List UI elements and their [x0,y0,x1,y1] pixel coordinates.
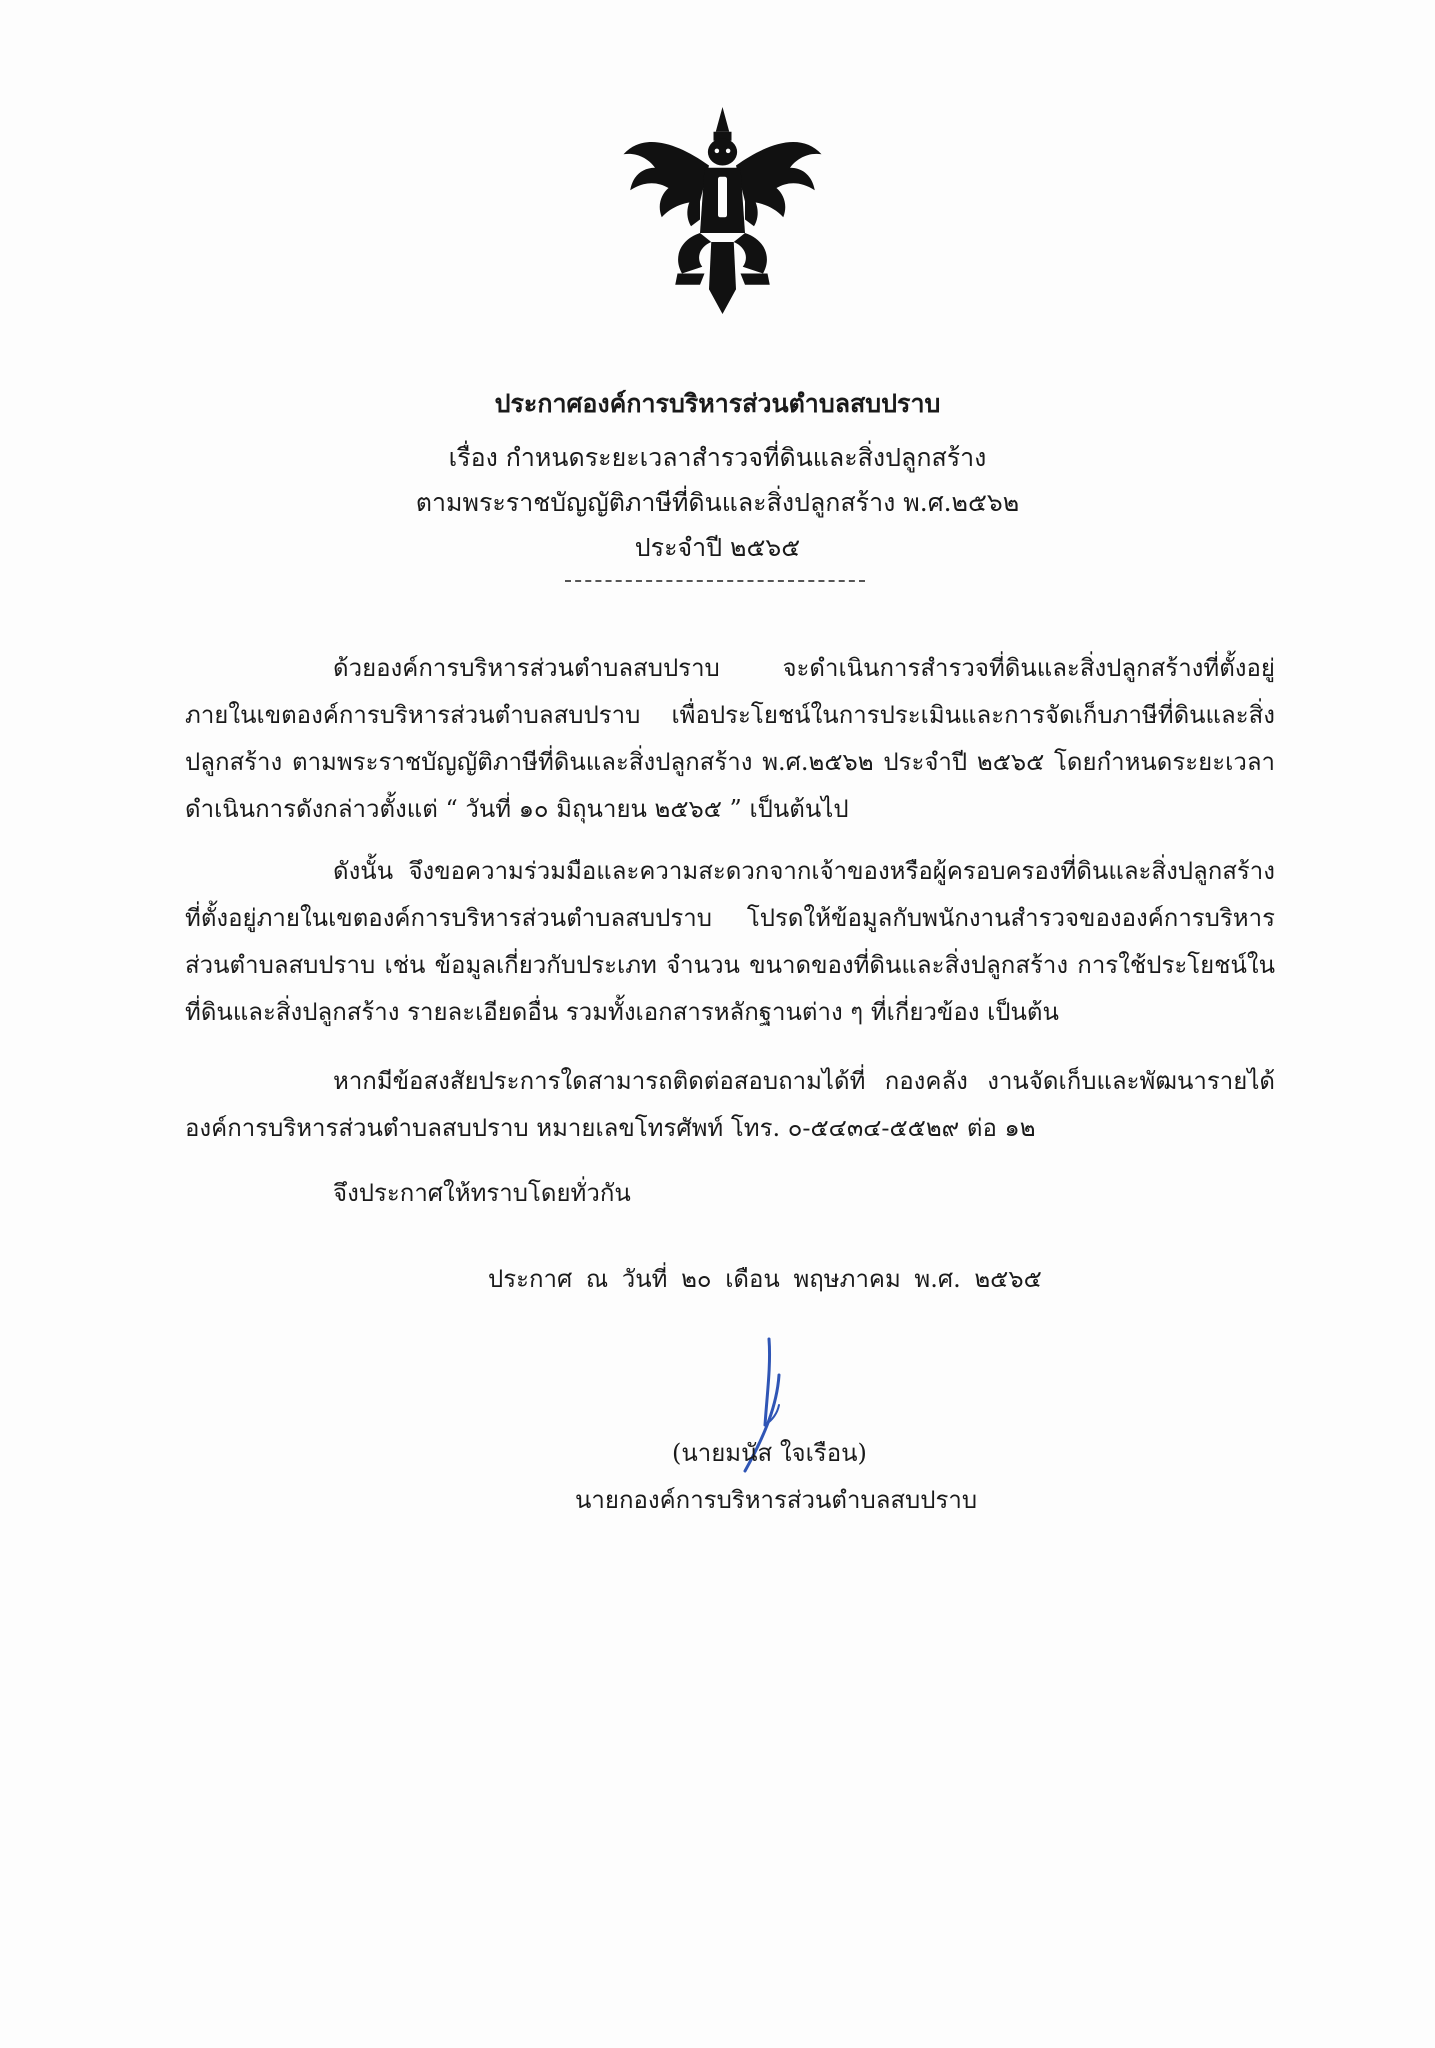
announcement-subject: เรื่อง กำหนดระยะเวลาสำรวจที่ดินและสิ่งปลูกสร้าง [448,443,987,472]
body-paragraph-3: หากมีข้อสงสัยประการใดสามารถติดต่อสอบถามได้ที่ กองคลัง งานจัดเก็บและพัฒนารายได้องค์การบริหารส่วนตำบลสบปราบ หมายเลขโทรศัพท์ โทร. ๐-๕๔๓๔-๕๕๒๙ ต่อ ๑๒ [185,1067,1275,1142]
announcement-year: ประจำปี ๒๕๖๕ [634,533,801,562]
divider-line [565,580,865,582]
garuda-emblem-icon [610,98,835,323]
closing-statement: จึงประกาศให้ทราบโดยทั่วกัน [333,1179,631,1207]
announcement-title: ประกาศองค์การบริหารส่วนตำบลสบปราบ [494,389,941,418]
body-paragraph-1: ด้วยองค์การบริหารส่วนตำบลสบปราบ จะดำเนินการสำรวจที่ดินและสิ่งปลูกสร้างที่ตั้งอยู่ภายในเขตองค์การบริหารส่วนตำบลสบปราบ เพื่อประโยชน์ในการประเมินและการจัดเก็บภาษีที่ดินและสิ่งปลูกสร้าง ตามพระราชบัญญัติภาษีที่ดินและสิ่งปลูกสร้าง พ.ศ.๒๕๖๒ ประจำปี ๒๕๖๕ โดยกำหนดระยะเวลาดำเนินการดังกล่าวตั้งแต่ “ วันที่ ๑๐ มิถุนายน ๒๕๖๕ ” เป็นต้นไป [185,654,1275,823]
body-paragraph-2: ดังนั้น จึงขอความร่วมมือและความสะดวกจากเจ้าของหรือผู้ครอบครองที่ดินและสิ่งปลูกสร้างที่ตั้งอยู่ภายในเขตองค์การบริหารส่วนตำบลสบปราบ โปรดให้ข้อมูลกับพนักงานสำรวจขององค์การบริหารส่วนตำบลสบปราบ เช่น ข้อมูลเกี่ยวกับประเภท จำนวน ขนาดของที่ดินและสิ่งปลูกสร้าง การใช้ประโยชน์ในที่ดินและสิ่งปลูกสร้าง รายละเอียดอื่น รวมทั้งเอกสารหลักฐานต่าง ๆ ที่เกี่ยวข้อง เป็นต้น [185,857,1275,1026]
signer-name: (นายมนัส ใจเรือน) [672,1439,867,1467]
signer-position: นายกองค์การบริหารส่วนตำบลสบปราบ [575,1486,978,1514]
announcement-act: ตามพระราชบัญญัติภาษีที่ดินและสิ่งปลูกสร้าง พ.ศ.๒๕๖๒ [415,488,1020,517]
announcement-dateline: ประกาศ ณ วันที่ ๒๐ เดือน พฤษภาคม พ.ศ. ๒๕๖๕ [488,1265,1042,1293]
